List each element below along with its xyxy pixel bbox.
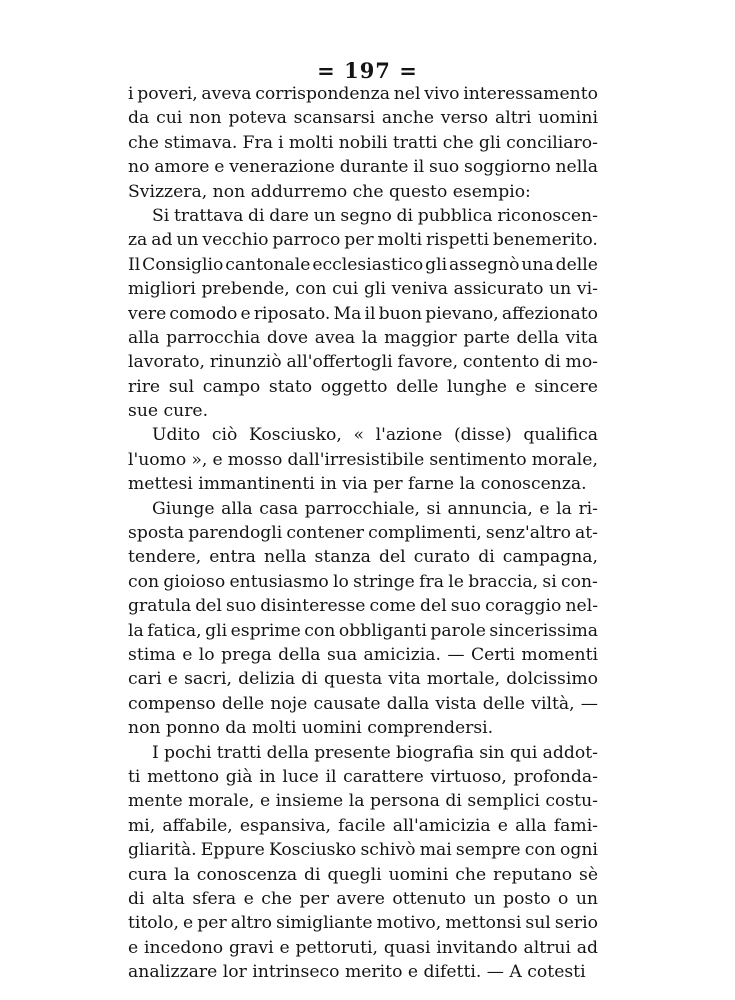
- text-line: e incedono gravi e pettoruti, quasi invitando altrui ad: [128, 937, 598, 958]
- paragraph: [128, 423, 598, 496]
- text-line: Si trattava di dare un segno di pubblica riconoscen-: [152, 205, 598, 226]
- paragraph: [128, 82, 598, 204]
- page-number-header: = 197 =: [317, 58, 418, 83]
- body-text: [128, 82, 598, 984]
- text-line: I pochi tratti della presente biografia sin qui addot-: [152, 742, 598, 763]
- paragraph: [128, 204, 598, 424]
- text-line: lavorato, rinunziò all'offertogli favore, contento di mo-: [128, 352, 598, 373]
- text-line: non ponno da molti uomini comprendersi.: [128, 718, 494, 739]
- text-line: mente morale, e insieme la persona di semplici costu-: [128, 791, 598, 812]
- text-line: vere comodo e riposato. Ma il buon pievano, affezionato: [128, 303, 598, 324]
- text-line: gratula del suo disinteresse come del suo coraggio nel-: [128, 596, 598, 617]
- text-line: mi, affabile, espansiva, facile all'amicizia e alla fami-: [128, 815, 598, 836]
- text-line: cura la conoscenza di quegli uomini che reputano sè: [128, 864, 598, 885]
- paragraph: [128, 741, 598, 985]
- text-line: rire sul campo stato oggetto delle lunghe e sincere: [128, 376, 598, 397]
- text-line: titolo, e per altro simigliante motivo, mettonsi sul serio: [128, 913, 598, 934]
- text-line: no amore e venerazione durante il suo soggiorno nella: [128, 157, 598, 178]
- text-line: Il Consiglio cantonale ecclesiastico gli assegnò una delle: [128, 254, 598, 275]
- text-line: stima e lo prega della sua amicizia. — Certi momenti: [128, 644, 598, 665]
- paragraph: [128, 497, 598, 741]
- text-line: tendere, entra nella stanza del curato di campagna,: [128, 547, 598, 568]
- text-line: mettesi immantinenti in via per farne la conoscenza.: [128, 474, 587, 495]
- text-line: analizzare lor intrinseco merito e difetti. — A cotesti: [128, 962, 586, 983]
- text-line: Svizzera, non addurremo che questo esempio:: [128, 181, 531, 202]
- text-line: sue cure.: [128, 401, 209, 422]
- text-line: cari e sacri, delizia di questa vita mortale, dolcissimo: [128, 669, 598, 690]
- text-line: za ad un vecchio parroco per molti rispetti benemerito.: [128, 230, 598, 251]
- text-line: alla parrocchia dove avea la maggior parte della vita: [128, 327, 598, 348]
- text-line: la fatica, gli esprime con obbliganti parole sincerissima: [128, 620, 598, 641]
- text-line: l'uomo », e mosso dall'irresistibile sentimento morale,: [128, 449, 598, 470]
- text-line: compenso delle noje causate dalla vista delle viltà, —: [128, 693, 598, 714]
- text-line: di alta sfera e che per avere ottenuto un posto o un: [128, 888, 598, 909]
- text-line: ti mettono già in luce il carattere virtuoso, profonda-: [128, 766, 598, 787]
- text-line: Udito ciò Kosciusko, « l'azione (disse) qualifica: [152, 425, 598, 446]
- text-line: i poveri, aveva corrispondenza nel vivo interessamento: [128, 84, 598, 104]
- text-line: Giunge alla casa parrocchiale, si annuncia, e la ri-: [152, 498, 598, 519]
- text-line: sposta parendogli contener complimenti, senz'altro at-: [128, 523, 598, 544]
- text-line: migliori prebende, con cui gli veniva assicurato un vi-: [128, 279, 598, 300]
- text-line: che stimava. Fra i molti nobili tratti che gli conciliaro-: [128, 132, 598, 153]
- text-line: da cui non poteva scansarsi anche verso altri uomini: [128, 108, 598, 129]
- text-line: gliarità. Eppure Kosciusko schivò mai sempre con ogni: [128, 840, 598, 861]
- text-line: con gioioso entusiasmo lo stringe fra le braccia, si con-: [128, 571, 598, 592]
